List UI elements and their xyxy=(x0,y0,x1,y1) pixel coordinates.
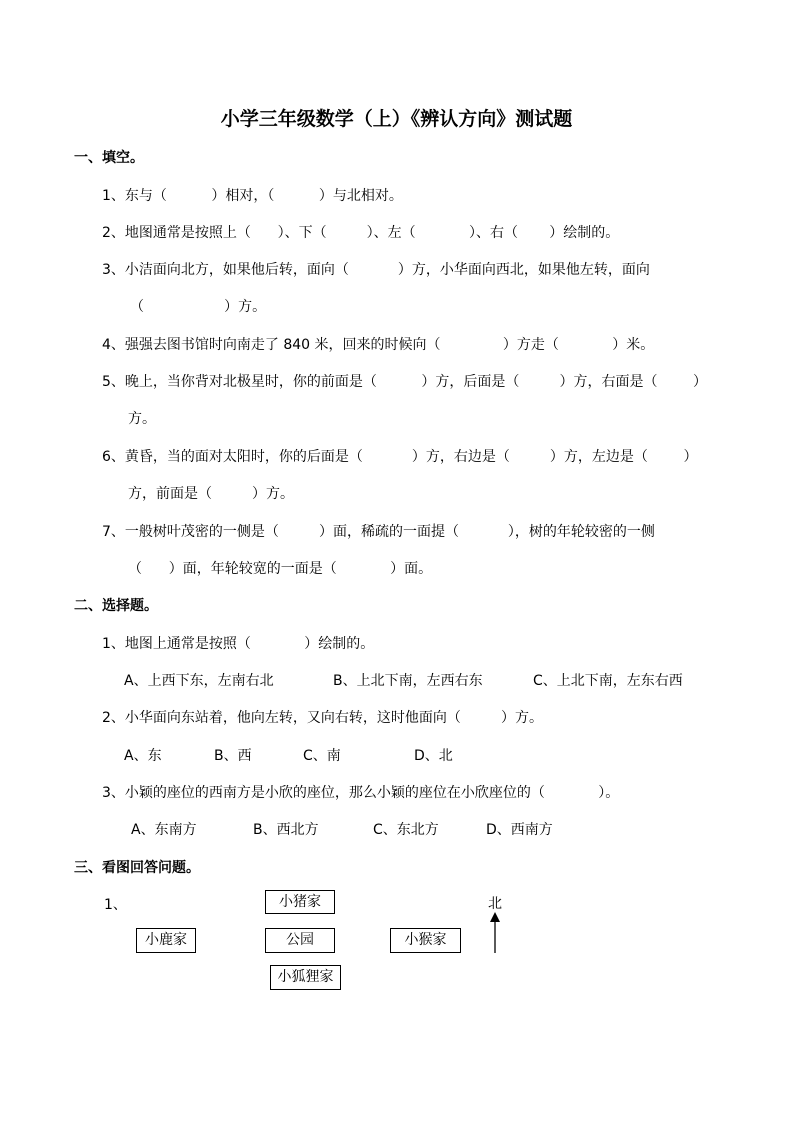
question-2-3: 3、小颖的座位的西南方是小欣的座位，那么小颖的座位在小欣座位的（ ）。 xyxy=(102,785,620,801)
question-1-1: 1、东与（ ）相对，（ ）与北相对。 xyxy=(102,188,403,204)
question-1-4: 4、强强去图书馆时向南走了 840 米，回来的时候向（ ）方走（ ）米。 xyxy=(102,337,655,353)
map-park: 公园 xyxy=(265,928,335,953)
option-2-2-c: C、南 xyxy=(303,748,341,764)
question-1-5-line2: 方。 xyxy=(128,411,156,427)
option-2-2-d: D、北 xyxy=(414,748,453,764)
question-1-3-line2: （ ）方。 xyxy=(130,299,267,315)
north-label: 北 xyxy=(488,896,502,912)
question-1-6-line2: 方，前面是（ ）方。 xyxy=(128,486,295,502)
option-2-3-a: A、东南方 xyxy=(131,822,197,838)
question-1-7-line1: 7、一般树叶茂密的一侧是（ ）面，稀疏的一面提（ ），树的年轮较密的一侧 xyxy=(102,524,655,540)
question-1-5-line1: 5、晚上，当你背对北极星时，你的前面是（ ）方，后面是（ ）方，右面是（ ） xyxy=(102,374,708,390)
map-fox-home: 小狐狸家 xyxy=(270,965,341,990)
option-2-2-a: A、东 xyxy=(124,748,162,764)
option-2-3-b: B、西北方 xyxy=(253,822,319,838)
section-heading-picture: 三、看图回答问题。 xyxy=(74,860,200,876)
option-2-3-c: C、东北方 xyxy=(373,822,439,838)
north-arrow-icon xyxy=(488,912,502,954)
section-heading-choice: 二、选择题。 xyxy=(74,598,158,614)
option-2-3-d: D、西南方 xyxy=(486,822,553,838)
page-title: 小学三年级数学（上）《辨认方向》测试题 xyxy=(220,108,573,130)
question-3-1-number: 1、 xyxy=(104,897,127,913)
map-deer-home: 小鹿家 xyxy=(136,928,196,953)
map-pig-home: 小猪家 xyxy=(265,890,335,914)
question-2-1: 1、地图上通常是按照（ ）绘制的。 xyxy=(102,636,375,652)
option-2-1-b: B、上北下南，左西右东 xyxy=(333,673,483,689)
section-heading-fill-in: 一、填空。 xyxy=(74,150,144,166)
option-2-1-a: A、上西下东，左南右北 xyxy=(124,673,274,689)
question-1-7-line2: （ ）面，年轮较宽的一面是（ ）面。 xyxy=(128,561,433,577)
question-1-2: 2、地图通常是按照上（ ）、下（ ）、左（ ）、右（ ）绘制的。 xyxy=(102,225,620,241)
question-2-2: 2、小华面向东站着，他向左转，又向右转，这时他面向（ ）方。 xyxy=(102,710,543,726)
question-1-6-line1: 6、黄昏，当的面对太阳时，你的后面是（ ）方，右边是（ ）方，左边是（ ） xyxy=(102,449,698,465)
map-monkey-home: 小猴家 xyxy=(390,928,461,953)
option-2-1-c: C、上北下南，左东右西 xyxy=(533,673,683,689)
option-2-2-b: B、西 xyxy=(214,748,252,764)
question-1-3-line1: 3、小洁面向北方，如果他后转，面向（ ）方，小华面向西北，如果他左转，面向 xyxy=(102,262,650,278)
